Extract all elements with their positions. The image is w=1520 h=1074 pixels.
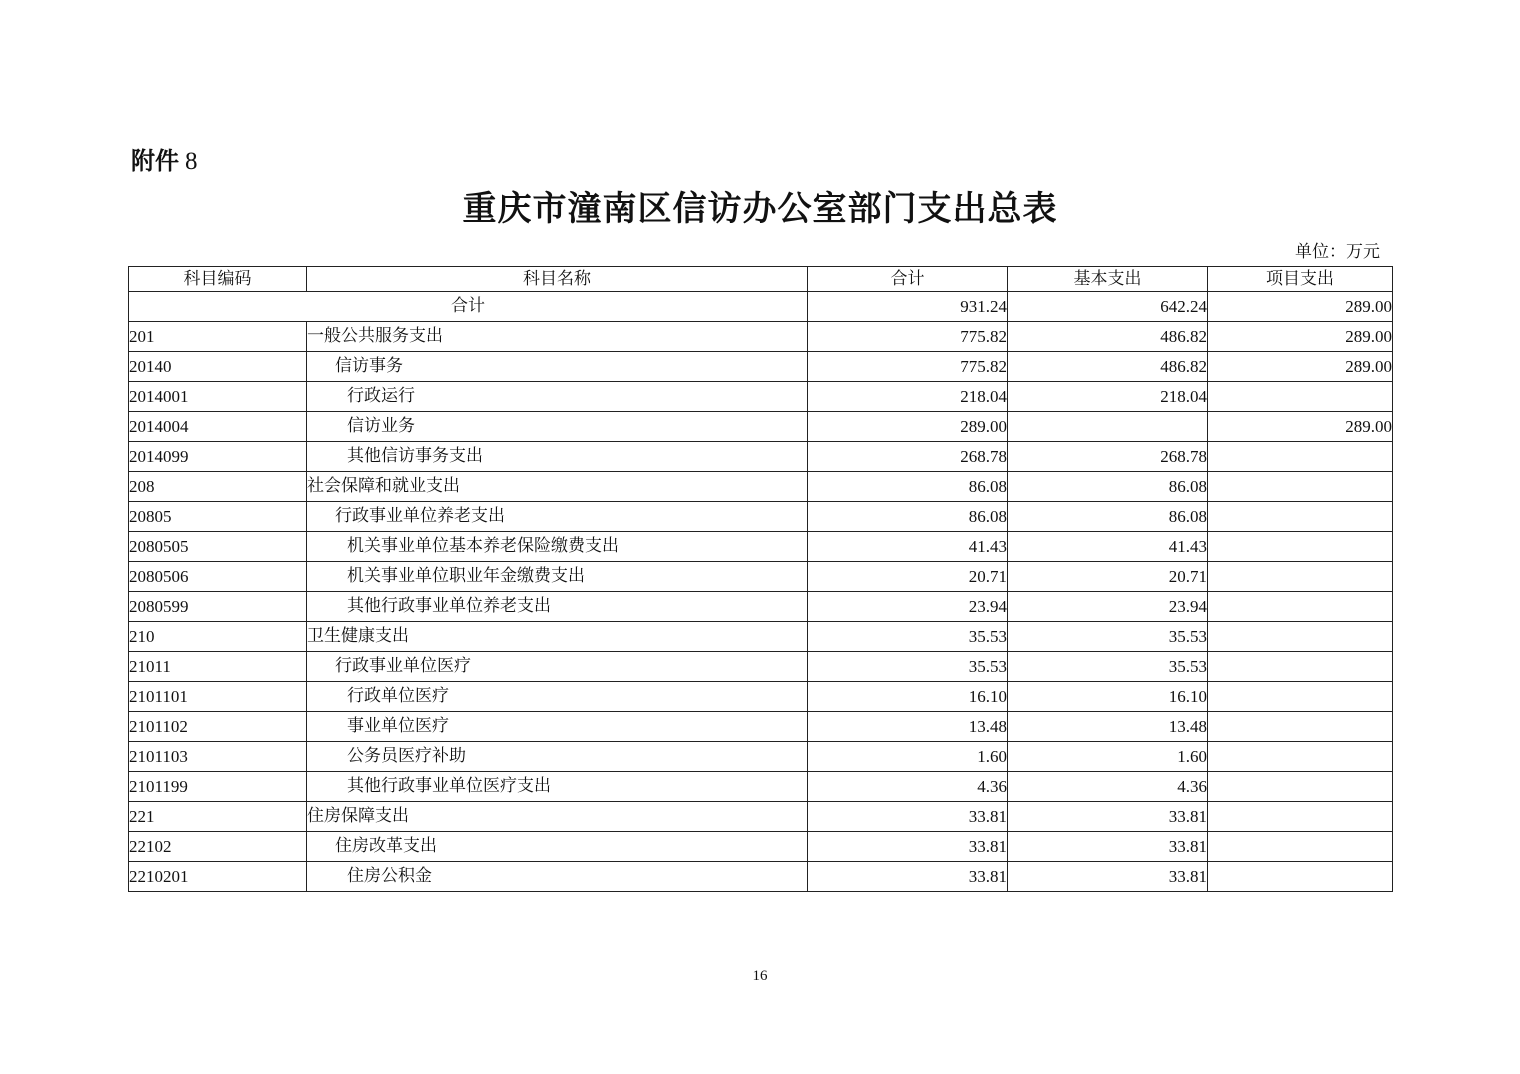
row-basic: 86.08 xyxy=(1008,472,1208,502)
table-row xyxy=(129,382,1393,412)
row-basic: 33.81 xyxy=(1008,862,1208,892)
row-code: 2101199 xyxy=(129,772,307,802)
table-row xyxy=(129,472,1393,502)
row-total: 775.82 xyxy=(808,352,1008,382)
row-total: 1.60 xyxy=(808,742,1008,772)
row-total: 268.78 xyxy=(808,442,1008,472)
table-row xyxy=(129,502,1393,532)
row-project xyxy=(1208,472,1393,502)
row-total: 20.71 xyxy=(808,562,1008,592)
total-label: 合计 xyxy=(129,292,808,322)
row-total: 33.81 xyxy=(808,802,1008,832)
unit-label: 单位：万元 xyxy=(1295,242,1380,262)
row-basic: 35.53 xyxy=(1008,652,1208,682)
attachment-label-text: 附件 xyxy=(131,147,179,175)
row-total: 35.53 xyxy=(808,652,1008,682)
row-project xyxy=(1208,682,1393,712)
table-row xyxy=(129,652,1393,682)
row-code: 20805 xyxy=(129,502,307,532)
row-code: 221 xyxy=(129,802,307,832)
row-total: 16.10 xyxy=(808,682,1008,712)
table-body xyxy=(129,292,1393,892)
row-total: 33.81 xyxy=(808,862,1008,892)
page-number: 16 xyxy=(752,968,768,984)
table-row xyxy=(129,772,1393,802)
row-code: 2101101 xyxy=(129,682,307,712)
table-row xyxy=(129,532,1393,562)
row-name: 事业单位医疗 xyxy=(307,712,808,742)
table-row xyxy=(129,562,1393,592)
table-header-row xyxy=(129,267,1393,292)
row-basic: 16.10 xyxy=(1008,682,1208,712)
row-project xyxy=(1208,622,1393,652)
row-basic: 35.53 xyxy=(1008,622,1208,652)
row-name: 住房公积金 xyxy=(307,862,808,892)
row-basic: 33.81 xyxy=(1008,832,1208,862)
row-code: 2014001 xyxy=(129,382,307,412)
row-code: 208 xyxy=(129,472,307,502)
total-basic: 642.24 xyxy=(1008,292,1208,322)
row-basic: 486.82 xyxy=(1008,322,1208,352)
row-project xyxy=(1208,562,1393,592)
row-code: 2101103 xyxy=(129,742,307,772)
row-name: 其他行政事业单位医疗支出 xyxy=(307,772,808,802)
row-total: 86.08 xyxy=(808,472,1008,502)
row-basic xyxy=(1008,412,1208,442)
page-title: 重庆市潼南区信访办公室部门支出总表 xyxy=(462,189,1058,229)
row-total: 86.08 xyxy=(808,502,1008,532)
row-name: 公务员医疗补助 xyxy=(307,742,808,772)
row-name: 其他信访事务支出 xyxy=(307,442,808,472)
row-code: 2014099 xyxy=(129,442,307,472)
row-basic: 13.48 xyxy=(1008,712,1208,742)
row-project xyxy=(1208,592,1393,622)
row-name: 机关事业单位职业年金缴费支出 xyxy=(307,562,808,592)
table-row xyxy=(129,802,1393,832)
total-project: 289.00 xyxy=(1208,292,1393,322)
row-total: 218.04 xyxy=(808,382,1008,412)
header-project: 项目支出 xyxy=(1208,267,1393,292)
row-name: 信访业务 xyxy=(307,412,808,442)
row-name: 其他行政事业单位养老支出 xyxy=(307,592,808,622)
row-name: 机关事业单位基本养老保险缴费支出 xyxy=(307,532,808,562)
row-project xyxy=(1208,442,1393,472)
header-name: 科目名称 xyxy=(307,267,808,292)
row-total: 4.36 xyxy=(808,772,1008,802)
row-code: 2210201 xyxy=(129,862,307,892)
row-code: 201 xyxy=(129,322,307,352)
row-code: 2080599 xyxy=(129,592,307,622)
row-code: 2014004 xyxy=(129,412,307,442)
total-row xyxy=(129,292,1393,322)
row-basic: 486.82 xyxy=(1008,352,1208,382)
table-row xyxy=(129,862,1393,892)
table-row xyxy=(129,622,1393,652)
row-project xyxy=(1208,832,1393,862)
row-code: 2080506 xyxy=(129,562,307,592)
row-code: 210 xyxy=(129,622,307,652)
row-name: 信访事务 xyxy=(307,352,808,382)
row-project xyxy=(1208,382,1393,412)
row-name: 住房保障支出 xyxy=(307,802,808,832)
row-project xyxy=(1208,772,1393,802)
row-name: 一般公共服务支出 xyxy=(307,322,808,352)
row-name: 住房改革支出 xyxy=(307,832,808,862)
table-row xyxy=(129,832,1393,862)
row-total: 13.48 xyxy=(808,712,1008,742)
row-basic: 41.43 xyxy=(1008,532,1208,562)
row-code: 20140 xyxy=(129,352,307,382)
row-name: 行政事业单位养老支出 xyxy=(307,502,808,532)
row-code: 22102 xyxy=(129,832,307,862)
table-row xyxy=(129,592,1393,622)
row-basic: 268.78 xyxy=(1008,442,1208,472)
attachment-label xyxy=(131,144,198,179)
expenditure-table xyxy=(128,266,1393,892)
row-code: 21011 xyxy=(129,652,307,682)
row-name: 行政事业单位医疗 xyxy=(307,652,808,682)
row-project: 289.00 xyxy=(1208,352,1393,382)
row-basic: 33.81 xyxy=(1008,802,1208,832)
attachment-number: 8 xyxy=(185,148,198,175)
row-total: 41.43 xyxy=(808,532,1008,562)
header-basic: 基本支出 xyxy=(1008,267,1208,292)
row-name: 社会保障和就业支出 xyxy=(307,472,808,502)
row-total: 289.00 xyxy=(808,412,1008,442)
row-total: 33.81 xyxy=(808,832,1008,862)
row-basic: 1.60 xyxy=(1008,742,1208,772)
row-project: 289.00 xyxy=(1208,322,1393,352)
row-basic: 20.71 xyxy=(1008,562,1208,592)
row-total: 23.94 xyxy=(808,592,1008,622)
row-project xyxy=(1208,802,1393,832)
row-project xyxy=(1208,862,1393,892)
table-row xyxy=(129,412,1393,442)
table-row xyxy=(129,442,1393,472)
row-basic: 86.08 xyxy=(1008,502,1208,532)
table-row xyxy=(129,742,1393,772)
row-project xyxy=(1208,652,1393,682)
row-basic: 23.94 xyxy=(1008,592,1208,622)
row-project xyxy=(1208,502,1393,532)
row-basic: 4.36 xyxy=(1008,772,1208,802)
table-row xyxy=(129,712,1393,742)
row-project xyxy=(1208,742,1393,772)
row-total: 775.82 xyxy=(808,322,1008,352)
table-row xyxy=(129,322,1393,352)
row-project xyxy=(1208,532,1393,562)
row-code: 2080505 xyxy=(129,532,307,562)
row-basic: 218.04 xyxy=(1008,382,1208,412)
row-name: 卫生健康支出 xyxy=(307,622,808,652)
row-name: 行政运行 xyxy=(307,382,808,412)
row-total: 35.53 xyxy=(808,622,1008,652)
row-project xyxy=(1208,712,1393,742)
row-name: 行政单位医疗 xyxy=(307,682,808,712)
row-code: 2101102 xyxy=(129,712,307,742)
table-row xyxy=(129,682,1393,712)
table-row xyxy=(129,352,1393,382)
header-total: 合计 xyxy=(808,267,1008,292)
total-total: 931.24 xyxy=(808,292,1008,322)
header-code: 科目编码 xyxy=(129,267,307,292)
row-project: 289.00 xyxy=(1208,412,1393,442)
